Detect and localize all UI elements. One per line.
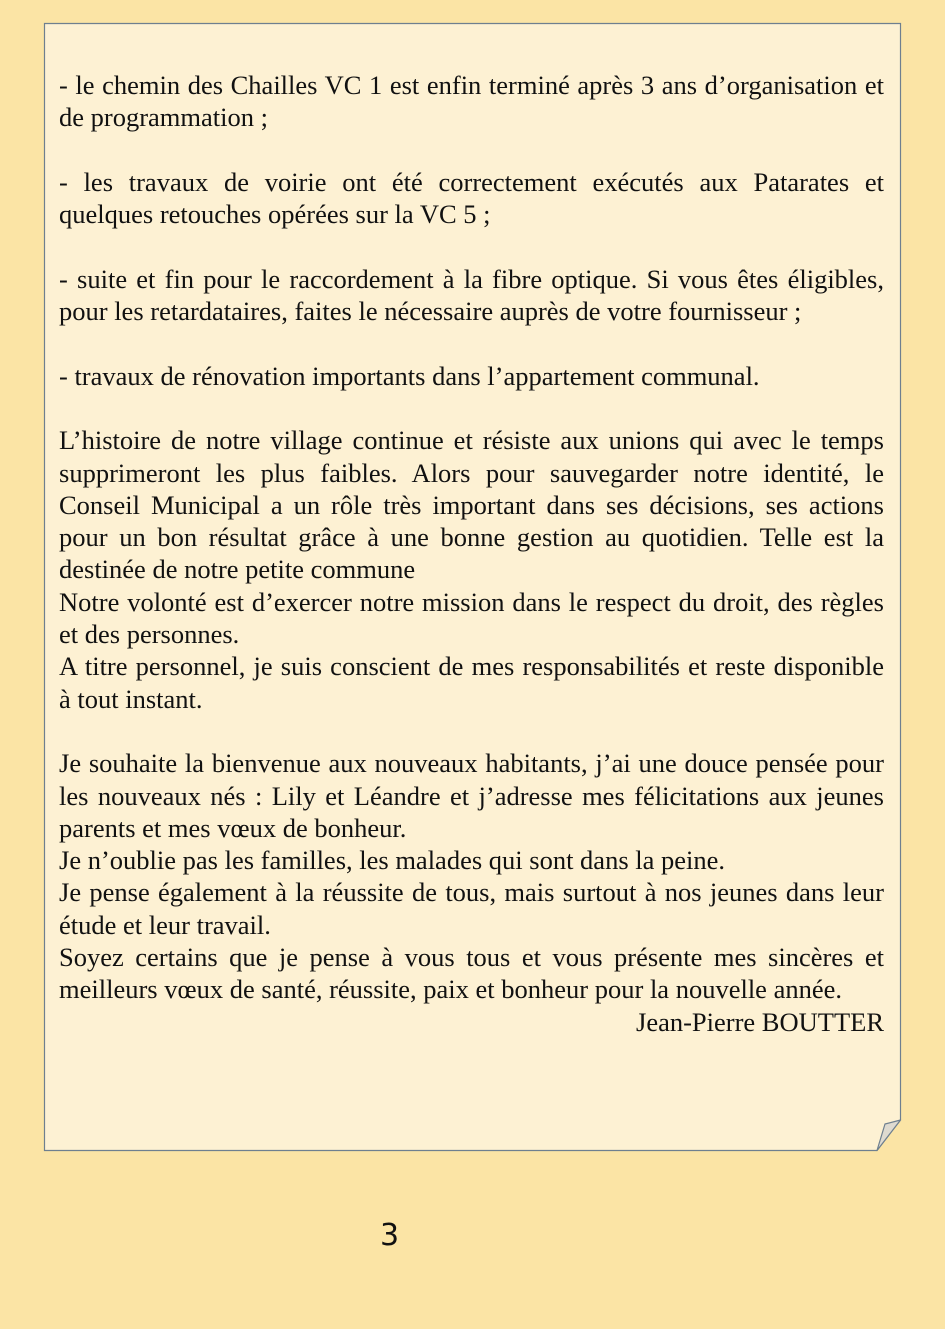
page-number: 3 xyxy=(380,1218,400,1253)
paragraph-spacer xyxy=(59,715,884,747)
paragraph: Je souhaite la bienvenue aux nouveaux habitants, j’ai une douce pensée pour les nouveaux nés : Lily et Léandre et j’adresse mes félicitations aux jeunes parents et mes vœux de bonheur. xyxy=(59,748,884,843)
paragraph: - suite et fin pour le raccordement à la fibre optique. Si vous êtes éligibles, pour les retardataires, faites le nécessaire auprès de votre fournisseur ; xyxy=(59,263,884,327)
paragraph: Notre volonté est d’exercer notre mission dans le respect du droit, des règles et des personnes. xyxy=(59,586,884,650)
letter-body xyxy=(59,69,884,1038)
paragraph: - les travaux de voirie ont été correctement exécutés aux Patarates et quelques retouches opérées sur la VC 5 ; xyxy=(59,166,884,230)
paragraph: Soyez certains que je pense à vous tous et vous présente mes sincères et meilleurs vœux de santé, réussite, paix et bonheur pour la nouvelle année. xyxy=(59,942,884,1005)
paragraph-spacer xyxy=(59,327,884,359)
sticky-note-frame xyxy=(44,23,901,1151)
paragraph-spacer xyxy=(59,134,884,166)
paragraph-spacer xyxy=(59,230,884,262)
paragraph: Je pense également à la réussite de tous, mais surtout à nos jeunes dans leur étude et leur travail. xyxy=(59,877,884,940)
paragraph: - travaux de rénovation importants dans l’appartement communal. xyxy=(59,360,760,391)
signature: Jean-Pierre BOUTTER xyxy=(636,1006,884,1037)
paragraph: A titre personnel, je suis conscient de mes responsabilités et reste disponible à tout instant. xyxy=(59,651,884,714)
paragraph: L’histoire de notre village continue et résiste aux unions qui avec le temps supprimeront les plus faibles. Alors pour sauvegarder notre identité, le Conseil Municipal a un rôle très important dans ses décisions, ses actions pour un bon résultat grâce à une bonne gestion au quotidien. Telle est la destinée de notre petite commune xyxy=(59,425,884,585)
paragraph-spacer xyxy=(59,392,884,424)
paragraph: Je n’oublie pas les familles, les malades qui sont dans la peine. xyxy=(59,845,726,876)
paragraph: - le chemin des Chailles VC 1 est enfin terminé après 3 ans d’organisation et de programmation ; xyxy=(59,70,884,133)
